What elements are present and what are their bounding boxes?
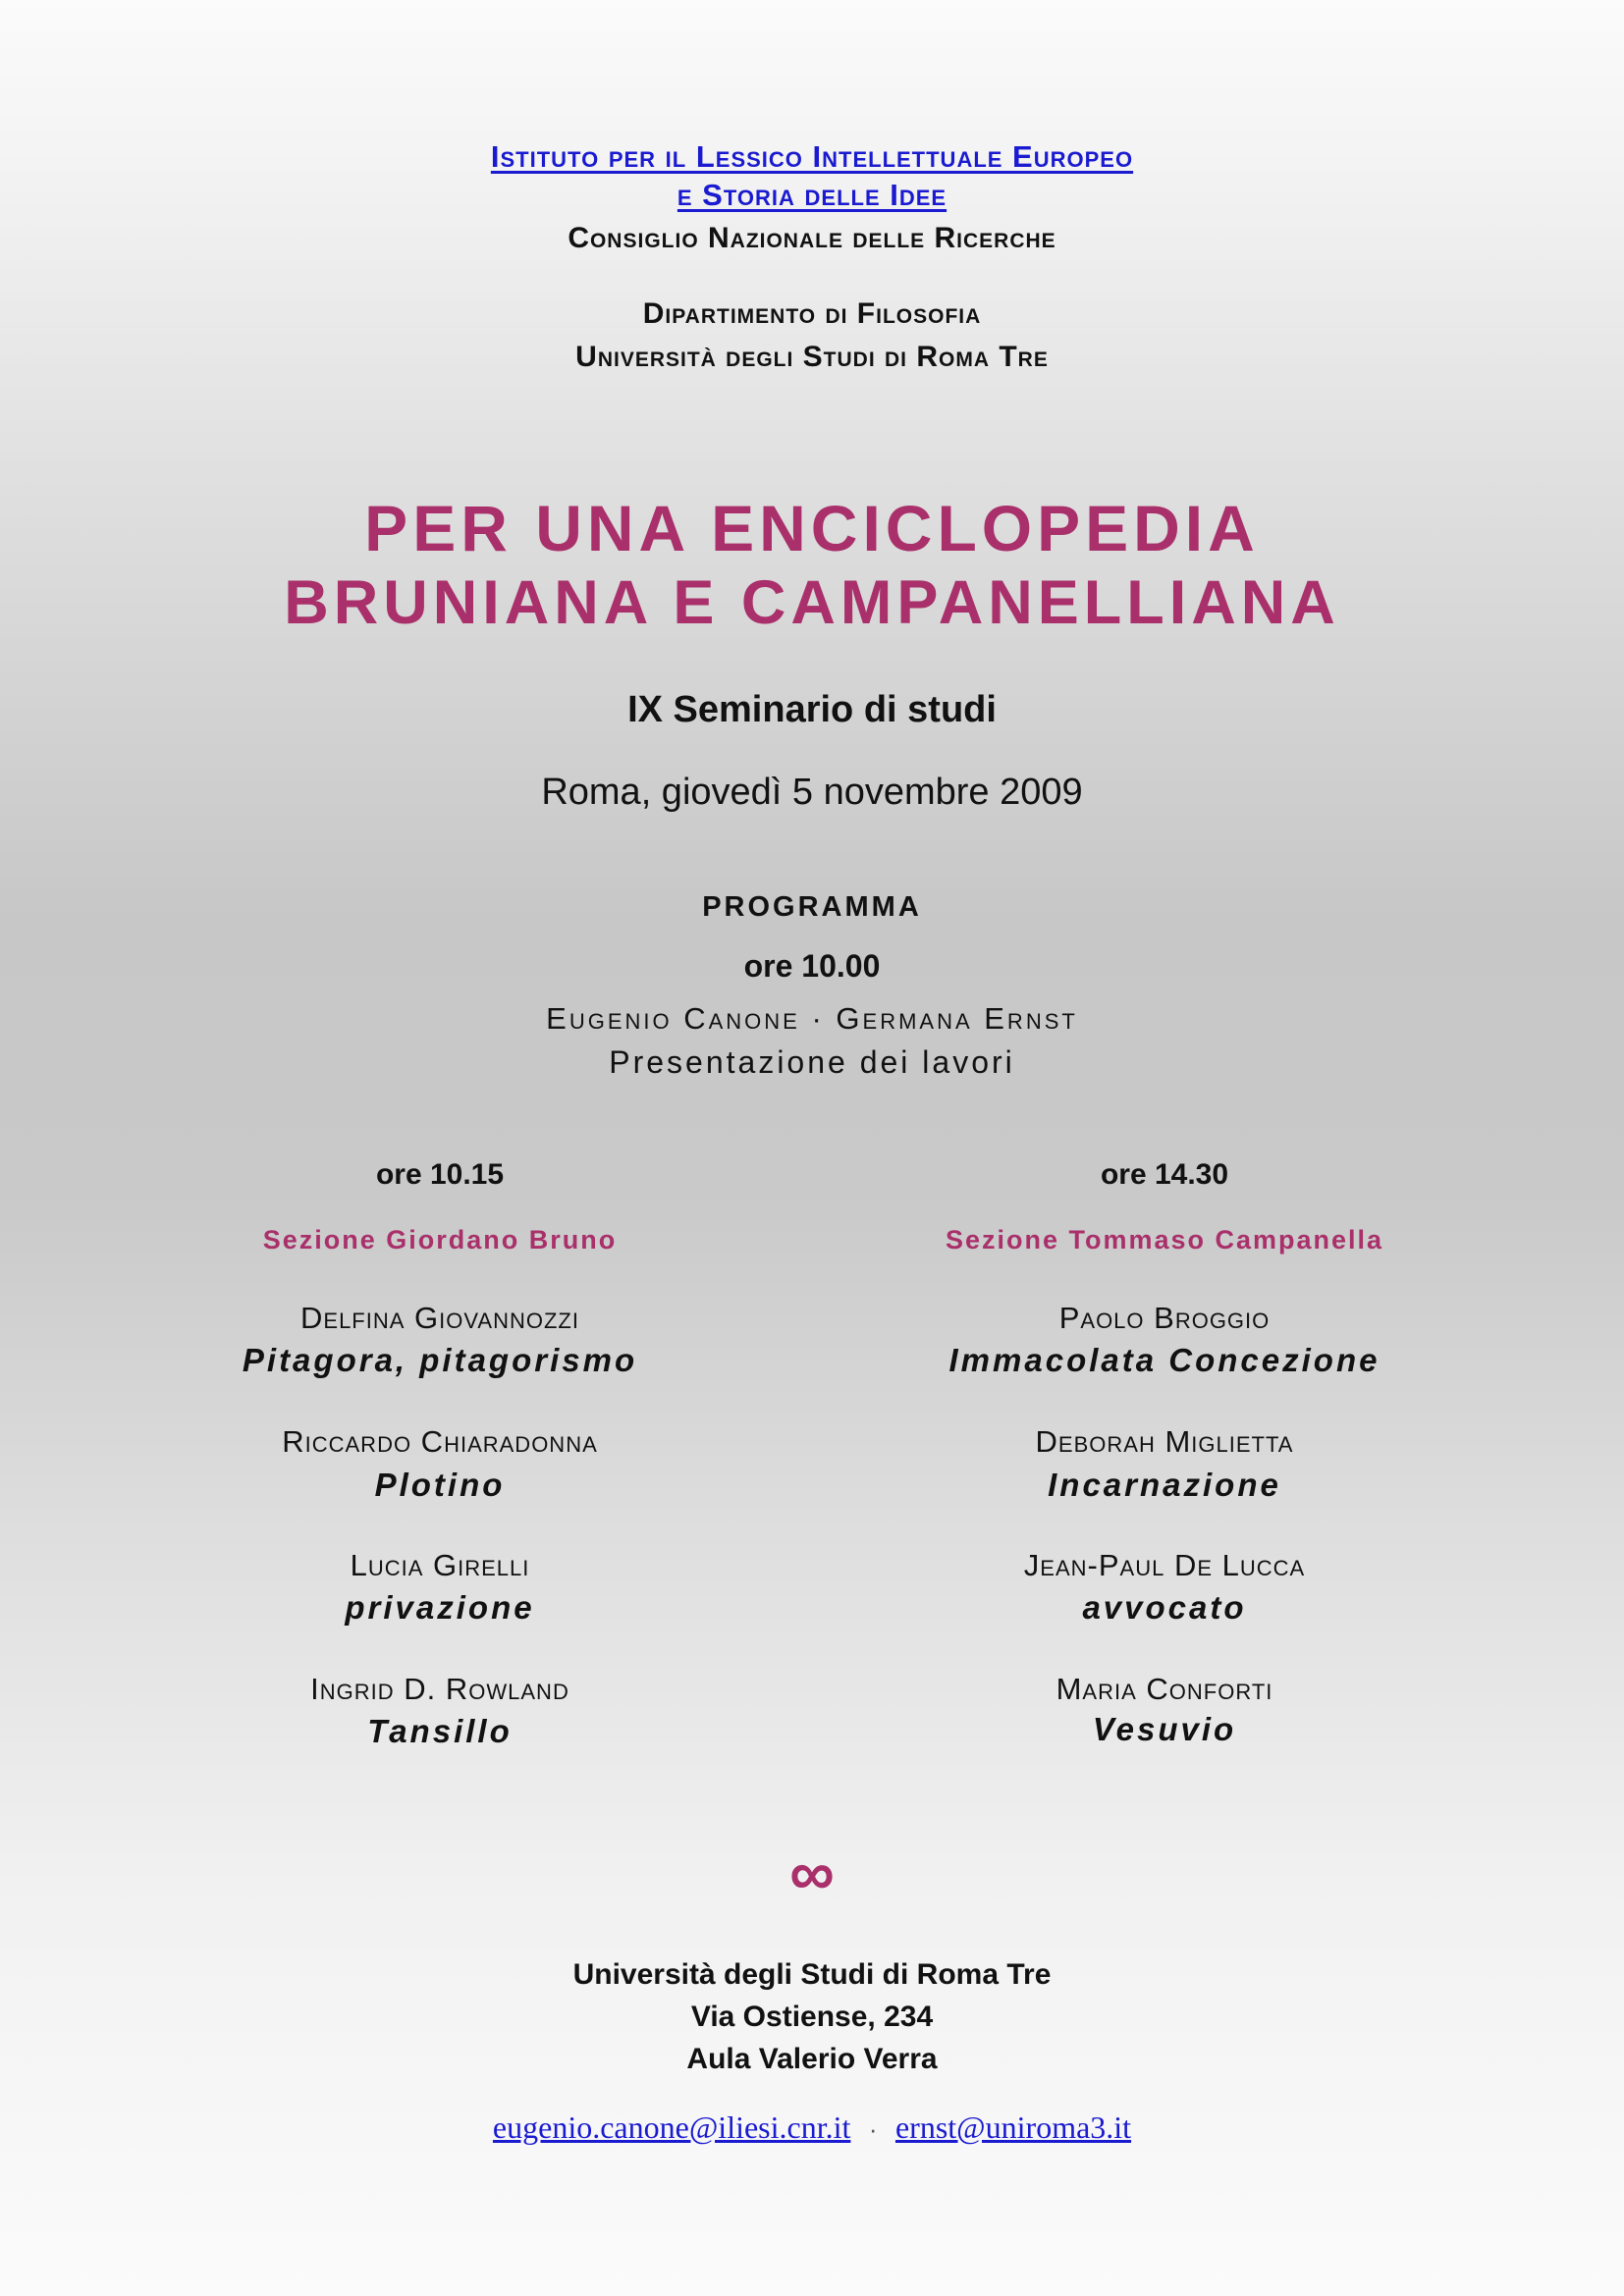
speaker-name: Paolo Broggio [1058, 1301, 1271, 1335]
institute-link-line2[interactable]: e Storia delle Idee [677, 178, 947, 212]
council-label: Consiglio Nazionale delle Ricerche [568, 222, 1056, 254]
speaker-name: Jean-Paul De Lucca [1023, 1548, 1306, 1582]
program-heading: PROGRAMMA [702, 891, 922, 923]
session-time: ore 14.30 [1100, 1158, 1229, 1191]
department-label: Dipartimento di Filosofia [642, 297, 982, 330]
venue-line1: Università degli Studi di Roma Tre [572, 1958, 1052, 1991]
talk-topic: privazione [345, 1589, 535, 1626]
venue-line3: Aula Valerio Verra [686, 2043, 938, 2075]
speaker-name: Maria Conforti [1056, 1672, 1273, 1706]
opening-speakers: Eugenio Canone · Germana Ernst [546, 1001, 1078, 1036]
talk-topic: Immacolata Concezione [948, 1342, 1380, 1378]
email-link-ernst[interactable]: ernst@uniroma3.it [894, 2109, 1132, 2145]
talk-topic: avvocato [1082, 1589, 1247, 1626]
session-time: ore 10.15 [375, 1158, 505, 1191]
university-label: Università degli Studi di Roma Tre [575, 341, 1049, 373]
speaker-name: Deborah Miglietta [1035, 1424, 1294, 1459]
talk-topic: Pitagora, pitagorismo [242, 1342, 638, 1378]
contacts-row [0, 2109, 1624, 2146]
speaker-name: Ingrid D. Rowland [310, 1672, 569, 1706]
contacts-separator: · [868, 2114, 878, 2144]
talk-topic: Vesuvio [1092, 1711, 1237, 1747]
speaker-name: Lucia Girelli [350, 1548, 530, 1582]
email-link-canone[interactable]: eugenio.canone@iliesi.cnr.it [492, 2109, 851, 2145]
talk-topic: Incarnazione [1048, 1467, 1281, 1503]
title-line1: PER UNA ENCICLOPEDIA [364, 492, 1260, 564]
speaker-name: Delfina Giovannozzi [300, 1301, 579, 1335]
venue-line2: Via Ostiense, 234 [690, 2001, 934, 2033]
event-date: Roma, giovedì 5 novembre 2009 [541, 772, 1083, 813]
institute-link-line1[interactable]: Istituto per il Lessico Intellettuale Europeo [490, 139, 1134, 174]
session-title: Sezione Tommaso Campanella [945, 1225, 1384, 1255]
talk-topic: Tansillo [367, 1713, 513, 1749]
speaker-name: Riccardo Chiaradonna [282, 1424, 598, 1459]
session-title: Sezione Giordano Bruno [262, 1225, 618, 1255]
title-line2: BRUNIANA E CAMPANELLIANA [284, 568, 1340, 637]
infinity-ornament-icon: ∞ [789, 1838, 835, 1908]
seminar-subtitle: IX Seminario di studi [627, 689, 997, 730]
talk-topic: Plotino [374, 1467, 506, 1503]
opening-time: ore 10.00 [743, 948, 881, 984]
opening-presentation: Presentazione dei lavori [609, 1044, 1015, 1080]
